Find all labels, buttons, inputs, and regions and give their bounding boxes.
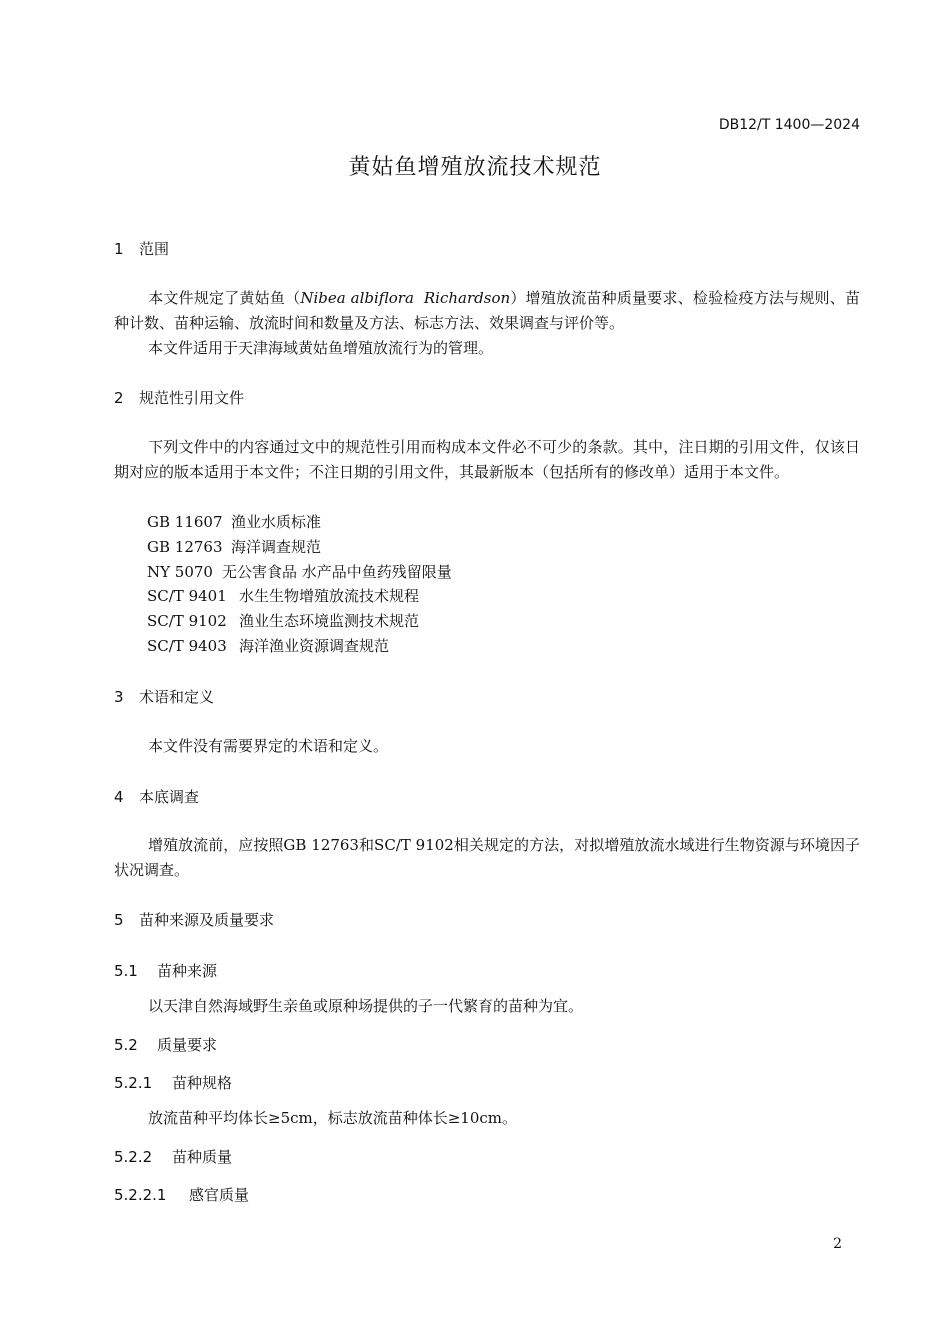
section-title: 苗种来源 [157,962,218,980]
section-title: 本底调查 [139,788,200,806]
reference-code: SC/T 9102 [147,612,227,630]
paragraph [114,833,860,882]
reference-name: 海洋渔业资源调查规范 [239,637,390,655]
section-heading-1 [114,238,169,259]
section-number: 5.2.1 [114,1074,153,1092]
document-number: DB12/T 1400—2024 [718,117,860,133]
reference-item [147,536,321,557]
paragraph-text: 本文件规定了黄姑鱼（ [148,289,301,307]
subsection-heading-5-2-2-1 [114,1184,249,1205]
paragraph-text: ）增殖放流苗种质量要求、检验检疫方法与规则、苗种计数、苗种运输、放流时间和数量及方法、标志方法、效果调查与评价等。 [114,289,860,332]
section-number: 5.2 [114,1036,138,1054]
paragraph [114,336,860,361]
reference-name: 渔业水质标准 [231,513,322,531]
section-heading-2 [114,387,244,408]
reference-item [147,635,389,656]
reference-name: 水生生物增殖放流技术规程 [239,587,420,605]
page-title: 黄姑鱼增殖放流技术规范 [348,155,602,180]
reference-code: GB 11607 [147,513,223,531]
reference-code: SC/T 9403 [147,637,227,655]
section-number: 5.2.2 [114,1148,153,1166]
section-number: 5 [114,911,124,929]
paragraph [114,1106,860,1131]
section-number: 4 [114,788,124,806]
section-heading-5 [114,909,274,930]
paragraph-text: 放流苗种平均体长≥5cm，标志放流苗种体长≥10cm。 [148,1109,518,1127]
subsection-heading-5-2 [114,1034,217,1055]
section-number: 1 [114,240,124,258]
reference-name: 渔业生态环境监测技术规范 [239,612,420,630]
paragraph [114,734,860,759]
section-heading-4 [114,786,199,807]
section-title: 苗种来源及质量要求 [139,911,275,929]
section-title: 规范性引用文件 [139,389,245,407]
reference-item [147,561,452,582]
paragraph-text: 增殖放流前，应按照GB 12763和SC/T 9102相关规定的方法，对拟增殖放流水域进行生物资源与环境因子状况调查。 [114,836,860,879]
paragraph [114,994,860,1019]
reference-name: 海洋调查规范 [231,538,322,556]
subsection-heading-5-2-2 [114,1146,232,1167]
paragraph [114,286,860,335]
section-number: 5.1 [114,962,138,980]
paragraph-text: 下列文件中的内容通过文中的规范性引用而构成本文件必不可少的条款。其中，注日期的引用文件，仅该日期对应的版本适用于本文件；不注日期的引用文件，其最新版本（包括所有的修改单）适用于本文件。 [114,438,860,481]
latin-name: Nibea albiflora Richardson [300,289,511,307]
paragraph-text: 以天津自然海域野生亲鱼或原种场提供的子一代繁育的苗种为宜。 [148,997,584,1015]
reference-code: GB 12763 [147,538,223,556]
paragraph-text: 本文件没有需要界定的术语和定义。 [148,737,389,755]
section-number: 2 [114,389,124,407]
subsection-heading-5-2-1 [114,1072,232,1093]
section-title: 感官质量 [189,1186,250,1204]
paragraph [114,435,860,484]
section-title: 质量要求 [157,1036,218,1054]
reference-code: SC/T 9401 [147,587,227,605]
section-heading-3 [114,686,214,707]
reference-name: 无公害食品 水产品中鱼药残留限量 [222,563,452,581]
section-title: 术语和定义 [139,688,215,706]
reference-code: NY 5070 [147,563,213,581]
section-number: 5.2.2.1 [114,1186,167,1204]
subsection-heading-5-1 [114,960,217,981]
page-number: 2 [833,1236,842,1252]
reference-item [147,585,419,606]
reference-item [147,511,321,532]
section-title: 苗种质量 [172,1148,233,1166]
section-number: 3 [114,688,124,706]
section-title: 范围 [139,240,170,258]
paragraph-text: 本文件适用于天津海域黄姑鱼增殖放流行为的管理。 [148,339,494,357]
reference-item [147,610,419,631]
section-title: 苗种规格 [172,1074,233,1092]
